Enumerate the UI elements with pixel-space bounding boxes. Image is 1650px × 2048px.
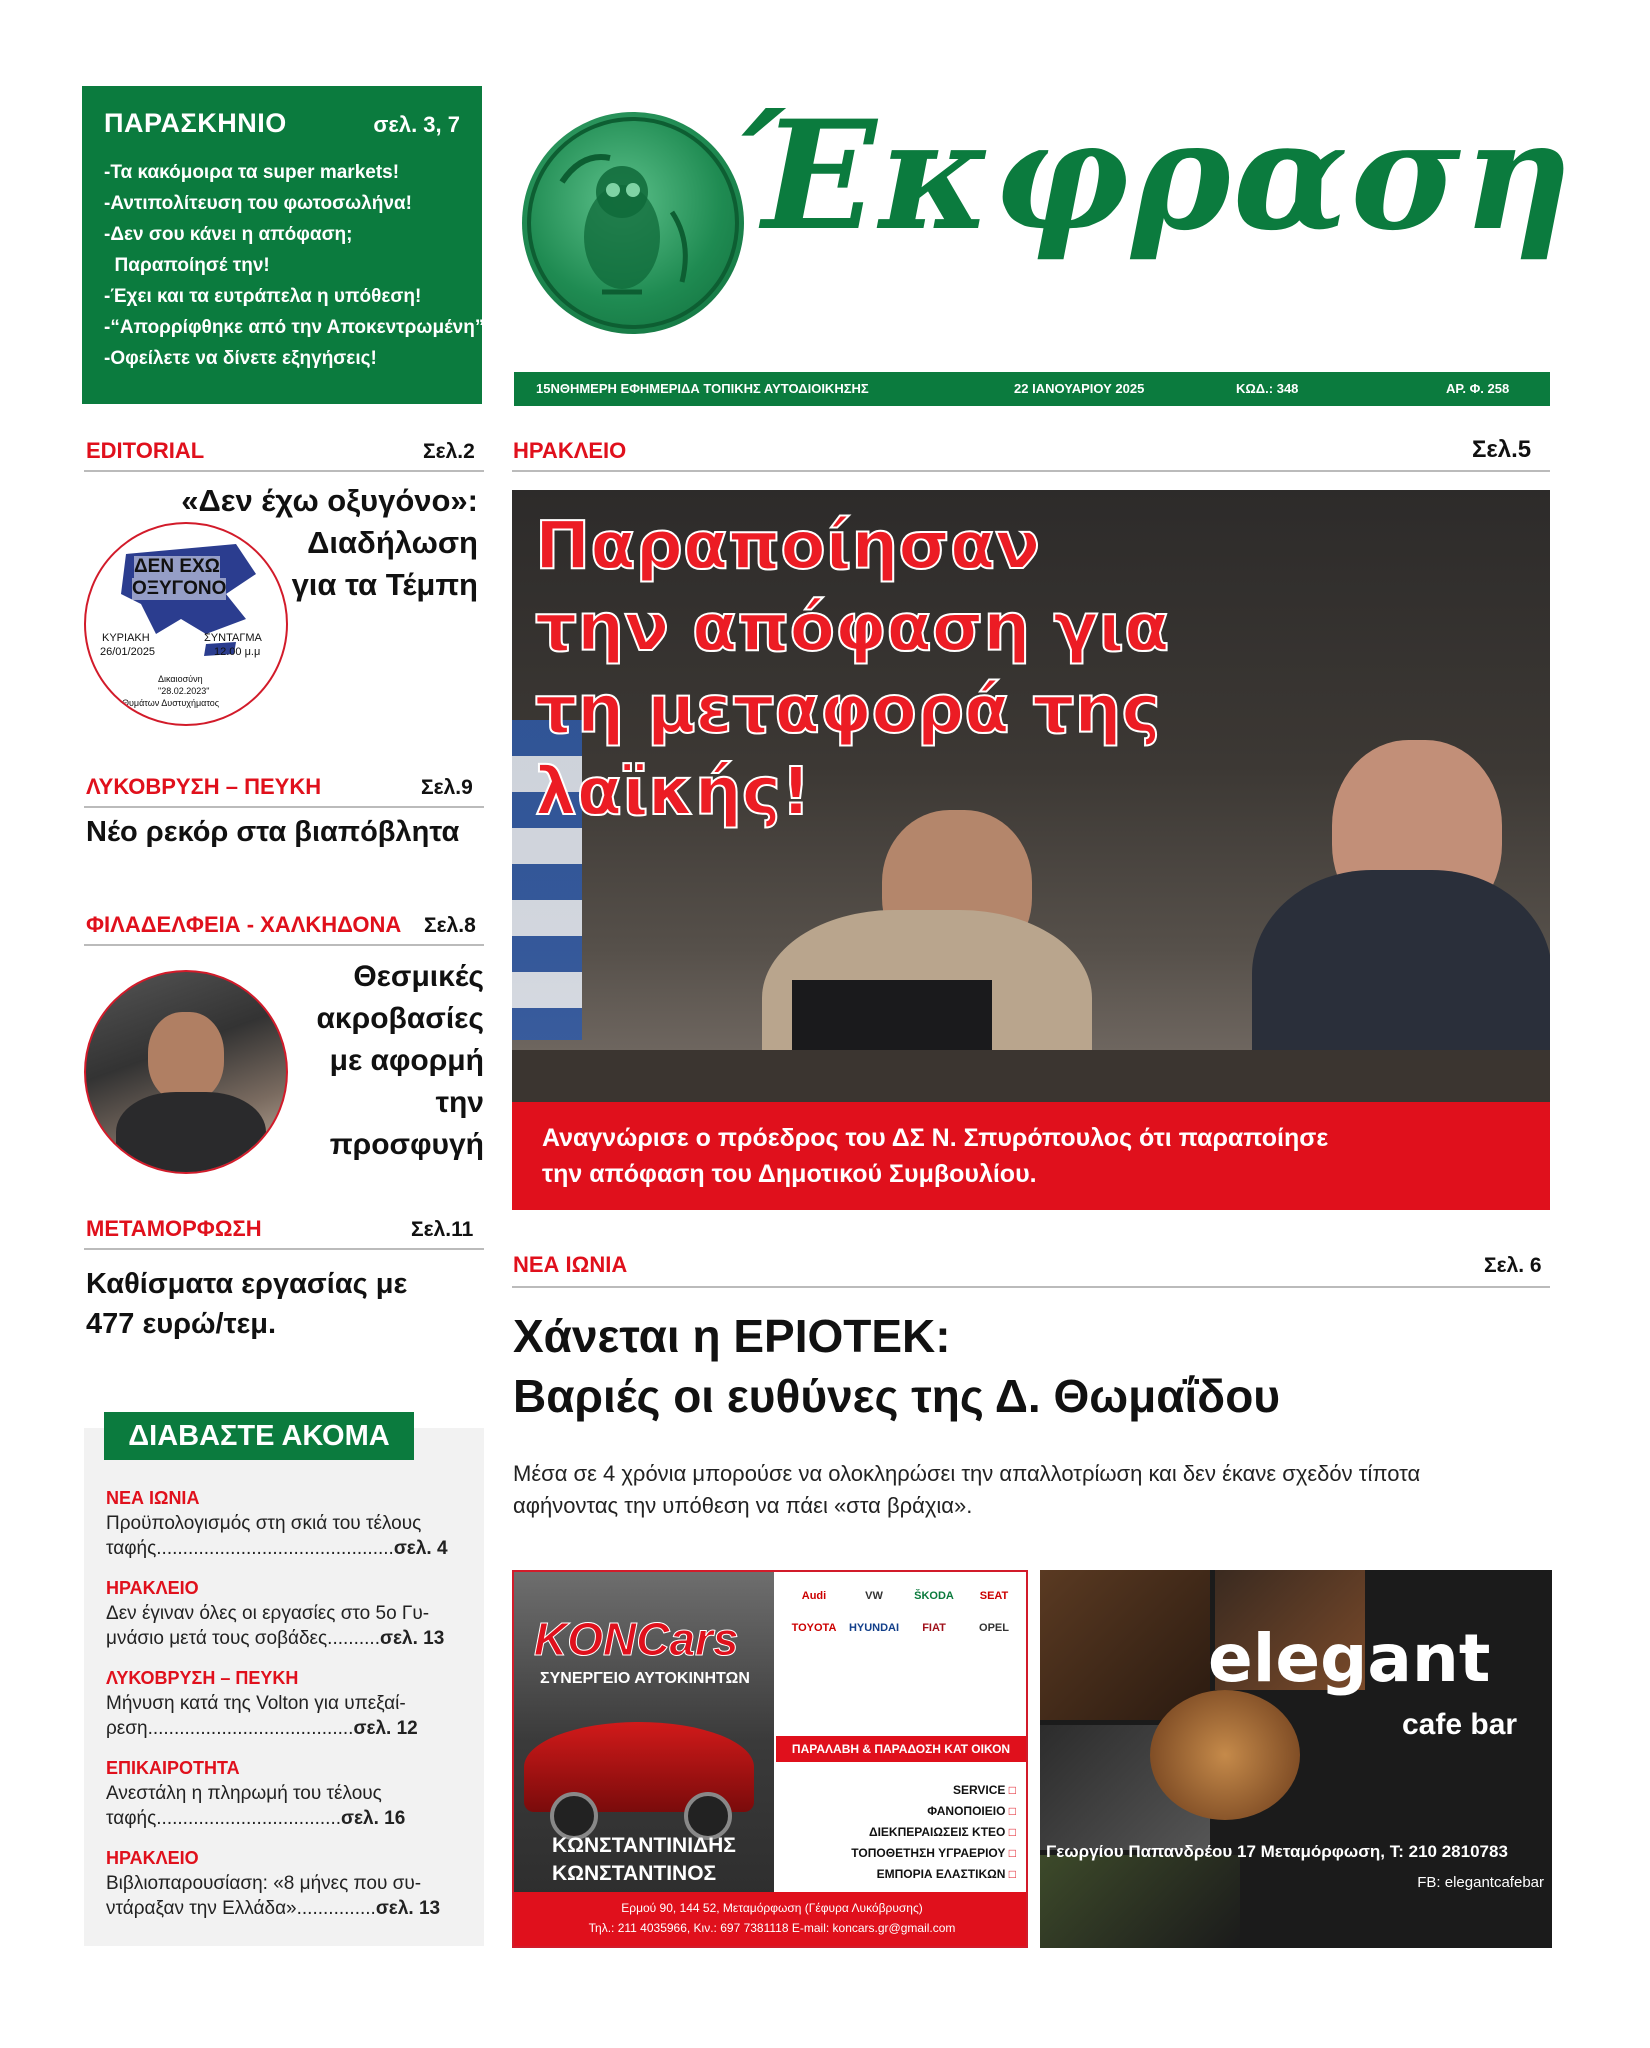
read-more-text: Βιβλιοπαρουσίαση: «8 μήνες που συ- — [106, 1873, 422, 1894]
face-shape — [148, 1012, 224, 1102]
koncars-sub: ΣΥΝΕΡΓΕΙΟ ΑΥΤΟΚΙΝΗΤΩΝ — [540, 1670, 750, 1687]
skoda-logo-icon: ŠKODA — [914, 1590, 954, 1602]
read-more-page: σελ. 4 — [393, 1538, 448, 1559]
neaionia-headline[interactable] — [513, 1306, 1280, 1426]
opel-logo-icon: OPEL — [979, 1622, 1009, 1634]
filadelfeia-section-label[interactable]: ΦΙΛΑΔΕΛΦΕΙΑ - ΧΑΛΚΗΔΟΝΑ — [86, 912, 402, 937]
issue-code: ΚΩΔ.: 348 — [1236, 381, 1299, 396]
poster-day: ΚΥΡΙΑΚΗ — [102, 632, 150, 644]
issue-date: 22 ΙΑΝΟΥΑΡΙΟΥ 2025 — [1014, 381, 1145, 396]
poster-time: 12.00 μ.μ — [214, 646, 261, 658]
parasknio-box[interactable] — [82, 86, 485, 404]
read-more-kicker: ΕΠΙΚΑΙΡΟΤΗΤΑ — [106, 1758, 240, 1778]
metamorfosi-headline[interactable] — [86, 1264, 407, 1344]
headline-line: Καθίσματα εργασίας με — [86, 1268, 408, 1300]
service-item: SERVICE — [952, 1783, 1006, 1797]
desk-shape — [512, 1050, 1550, 1102]
divider — [84, 470, 484, 472]
filadelfeia-headline[interactable] — [316, 956, 484, 1166]
neaionia-page-ref: Σελ. 6 — [1484, 1254, 1542, 1277]
car-brands-grid — [784, 1590, 1024, 1634]
caption-line: Αναγνώρισε ο πρόεδρος του ΔΣ Ν. Σπυρόπουλος ότι παραποίησε — [542, 1124, 1329, 1152]
elegant-sub: cafe bar — [1402, 1708, 1518, 1741]
irakleio-main-headline[interactable] — [535, 505, 1535, 833]
service-item: ΤΟΠΟΘΕΤΗΣΗ ΥΓΡΑΕΡΙΟΥ — [851, 1846, 1006, 1860]
parasknio-item[interactable]: -Οφείλετε να δίνετε εξηγήσεις! — [104, 348, 377, 369]
headline-line: Θεσμικές — [353, 960, 484, 993]
read-more-text: Μήνυση κατά της Volton για υπεξαί- — [106, 1693, 406, 1714]
politician-photo — [84, 970, 288, 1174]
poster-foot: Θυμάτων Δυστυχήματος — [122, 698, 220, 708]
headline-line: προσφυγή — [329, 1128, 484, 1161]
lede-line: αφήνοντας την υπόθεση να πάει «στα βράχια». — [513, 1493, 973, 1518]
fiat-logo-icon: FIAT — [922, 1622, 946, 1634]
parasknio-title: ΠΑΡΑΣΚΗΝΙΟ — [104, 108, 287, 138]
headline-line: την απόφαση για — [535, 589, 1170, 666]
parasknio-list — [104, 157, 485, 374]
parasknio-item[interactable]: -Έχει και τα ευτράπελα η υπόθεση! — [104, 286, 422, 307]
divider — [84, 944, 484, 946]
paper-description: 15ΝΘΗΜΕΡΗ ΕΦΗΜΕΡΙΔΑ ΤΟΠΙΚΗΣ ΑΥΤΟΔΙΟΙΚΗΣΗΣ — [536, 381, 869, 396]
read-more-text: ντάραξαν την Ελλάδα»............... — [106, 1898, 376, 1919]
koncars-owner — [552, 1832, 736, 1888]
poster-line: ΟΞΥΓΟΝΟ — [132, 578, 227, 599]
irakleio-page-ref: Σελ.5 — [1472, 436, 1532, 463]
read-more-kicker: ΛΥΚΟΒΡΥΣΗ – ΠΕΥΚΗ — [106, 1668, 299, 1688]
filadelfeia-page-ref: Σελ.8 — [424, 914, 476, 937]
issue-number: ΑΡ. Φ. 258 — [1446, 381, 1510, 396]
editorial-page-ref: Σελ.2 — [423, 440, 475, 463]
food-photo-tile — [1040, 1570, 1210, 1720]
koncars-contact: Τηλ.: 211 4035966, Κιν.: 697 7381118 E-mail: koncars.gr@gmail.com — [588, 1921, 956, 1935]
koncars-contact-bar — [514, 1892, 1028, 1948]
read-more-text: ταφής............................................. — [106, 1538, 394, 1559]
headline-line: για τα Τέμπη — [291, 567, 478, 602]
lykovrysi-section-label[interactable]: ΛΥΚΟΒΡΥΣΗ – ΠΕΥΚΗ — [86, 774, 322, 799]
masthead-info-strip — [514, 372, 1550, 406]
headline-line: Βαριές οι ευθύνες της Δ. Θωμαΐδου — [513, 1370, 1281, 1422]
terrace-photo-tile — [1040, 1855, 1240, 1948]
read-more-page: σελ. 12 — [353, 1718, 418, 1739]
parasknio-item[interactable]: -Τα κακόμοιρα τα super markets! — [104, 162, 400, 183]
owner-line: ΚΩΝΣΤΑΝΤΙΝΟΣ — [552, 1862, 717, 1885]
headline-line: τη μεταφορά της — [535, 671, 1161, 748]
protest-poster-image — [84, 522, 288, 726]
elegant-advertisement[interactable] — [1040, 1570, 1552, 1948]
neaionia-section-label[interactable]: ΝΕΑ ΙΩΝΙΑ — [513, 1252, 628, 1277]
read-more-text: ρεση....................................... — [106, 1718, 354, 1739]
poster-foot: Δικαιοσύνη — [158, 674, 203, 684]
headline-line: «Δεν έχω οξυγόνο»: — [181, 483, 478, 518]
headline-line: ακροβασίες — [316, 1002, 484, 1035]
divider — [84, 806, 484, 808]
divider — [512, 470, 1550, 472]
read-more-item[interactable] — [106, 1486, 472, 1561]
read-more-kicker: ΝΕΑ ΙΩΝΙΑ — [106, 1488, 200, 1508]
headline-line: Παραποίησαν — [535, 507, 1041, 584]
elegant-logo: elegant — [1208, 1620, 1491, 1697]
poster-foot: "28.02.2023" — [158, 686, 210, 696]
parasknio-item[interactable]: -Δεν σου κάνει η απόφαση; — [104, 224, 353, 245]
read-more-text: Ανεστάλη η πληρωμή του τέλους — [106, 1783, 382, 1804]
read-more-item[interactable] — [106, 1666, 472, 1741]
elegant-address: Γεωργίου Παπανδρέου 17 Μεταμόρφωση, Τ: 210 2810783 — [1046, 1842, 1508, 1861]
read-more-page: σελ. 16 — [341, 1808, 406, 1829]
lykovrysi-page-ref: Σελ.9 — [421, 776, 473, 799]
owner-line: ΚΩΝΣΤΑΝΤΙΝΙΔΗΣ — [552, 1834, 736, 1857]
read-more-text: Προϋπολογισμός στη σκιά του τέλους — [106, 1513, 422, 1534]
koncars-address: Ερμού 90, 144 52, Μεταμόρφωση (Γέφυρα Λυκόβρυσης) — [621, 1901, 923, 1915]
neaionia-lede — [513, 1458, 1553, 1522]
poster-line: ΔΕΝ ΕΧΩ — [134, 556, 220, 577]
service-item: ΦΑΝΟΠΟΙΕΙΟ — [927, 1804, 1006, 1818]
headline-line: 477 ευρώ/τεμ. — [86, 1308, 277, 1340]
poster-place: ΣΥΝΤΑΓΜΑ — [204, 632, 262, 644]
owl-coin-logo-icon — [522, 112, 744, 334]
service-item: ΕΜΠΟΡΙΑ ΕΛΑΣΤΙΚΩΝ — [876, 1867, 1006, 1881]
parasknio-item[interactable]: -“Απορρίφθηκε από την Αποκεντρωμένη” — [104, 317, 485, 338]
services-list: SERVICE □ ΦΑΝΟΠΟΙΕΙΟ □ ΔΙΕΚΠΕΡΑΙΩΣΕΙΣ ΚΤΕΟ □ ΤΟΠΟΘΕΤΗΣΗ ΥΓΡΑΕΡΙΟΥ □ ΕΜΠΟΡΙΑ ΕΛΑΣΤΙΚΩΝ □ — [851, 1783, 1016, 1881]
jacket-shape — [116, 1092, 266, 1174]
pancakes-photo-tile — [1150, 1690, 1300, 1820]
read-more-text: Δεν έγιναν όλες οι εργασίες στο 5ο Γυ- — [106, 1603, 430, 1624]
koncars-advertisement[interactable] — [512, 1570, 1028, 1948]
headline-line: Χάνεται η ΕΡΙΟΤΕΚ: — [513, 1310, 951, 1362]
newspaper-title: Έκφραση — [735, 88, 1574, 264]
vw-logo-icon: VW — [865, 1590, 883, 1602]
caption-line: την απόφαση του Δημοτικού Συμβουλίου. — [542, 1160, 1037, 1188]
read-more-text: μνάσιο μετά τους σοβάδες.......... — [106, 1628, 380, 1649]
read-more-text: ταφής................................... — [106, 1808, 342, 1829]
read-more-kicker: ΗΡΑΚΛΕΙΟ — [106, 1848, 199, 1868]
pickup-banner: ΠΑΡΑΛΑΒΗ & ΠΑΡΑΔΟΣΗ ΚΑΤ ΟΙΚΟΝ — [776, 1736, 1026, 1762]
headline-line: Διαδήλωση — [307, 525, 478, 560]
parasknio-item[interactable]: Παραποίησέ την! — [104, 255, 270, 276]
metamorfosi-page-ref: Σελ.11 — [411, 1218, 474, 1241]
parasknio-item[interactable]: -Αντιπολίτευση του φωτοσωλήνα! — [104, 193, 412, 214]
read-more-item[interactable] — [106, 1846, 472, 1921]
koncars-logo: KONCars — [534, 1613, 739, 1665]
editorial-section-label[interactable]: EDITORIAL — [86, 438, 205, 463]
headline-line: λαϊκής! — [535, 753, 811, 830]
read-more-item[interactable] — [106, 1576, 472, 1651]
read-more-item[interactable] — [106, 1756, 472, 1831]
seat-logo-icon: SEAT — [979, 1590, 1009, 1602]
headline-line: την — [435, 1086, 484, 1119]
hyundai-logo-icon: HYUNDAI — [848, 1622, 900, 1634]
irakleio-section-label[interactable]: ΗΡΑΚΛΕΙΟ — [513, 438, 627, 463]
read-more-page: σελ. 13 — [375, 1898, 441, 1919]
read-more-page: σελ. 13 — [379, 1628, 445, 1649]
service-item: ΔΙΕΚΠΕΡΑΙΩΣΕΙΣ ΚΤΕΟ — [868, 1825, 1006, 1839]
headline-line: με αφορμή — [329, 1044, 484, 1077]
toyota-logo-icon: TOYOTA — [791, 1622, 837, 1634]
audi-logo-icon: Audi — [801, 1590, 827, 1602]
lede-line: Μέσα σε 4 χρόνια μπορούσε να ολοκληρώσει την απαλλοτρίωση και δεν έκανε σχεδόν τίποτα — [513, 1461, 1421, 1486]
read-more-title: ΔΙΑΒΑΣΤΕ ΑΚΟΜΑ — [104, 1412, 414, 1460]
lykovrysi-headline[interactable]: Νέο ρεκόρ στα βιαπόβλητα — [86, 816, 460, 848]
divider — [512, 1286, 1550, 1288]
parasknio-pages: σελ. 3, 7 — [373, 112, 460, 137]
irakleio-caption — [512, 1102, 1550, 1210]
divider — [84, 1248, 484, 1250]
elegant-fb[interactable]: FB: elegantcafebar — [1417, 1874, 1544, 1891]
metamorfosi-section-label[interactable]: ΜΕΤΑΜΟΡΦΩΣΗ — [86, 1216, 262, 1241]
poster-date: 26/01/2025 — [100, 646, 156, 658]
read-more-kicker: ΗΡΑΚΛΕΙΟ — [106, 1578, 199, 1598]
